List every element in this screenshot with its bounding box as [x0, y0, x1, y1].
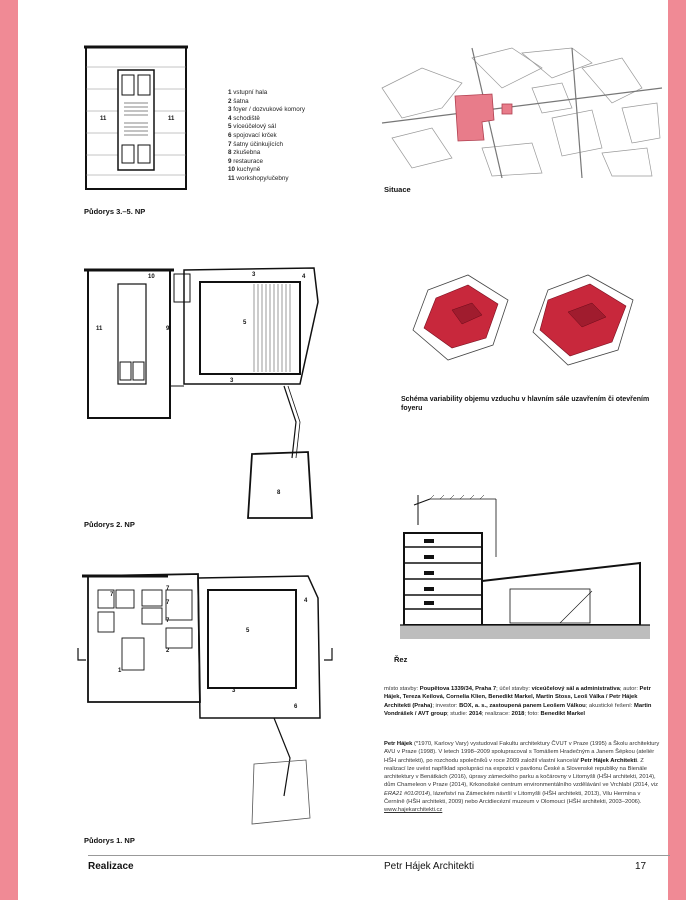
- legend-item-10: 10 kuchyně: [228, 166, 261, 174]
- plan1-label-1: 1: [118, 668, 122, 674]
- website-link[interactable]: www.hajekarchitekti.cz: [384, 807, 443, 814]
- plan1-label-6: 6: [294, 704, 298, 710]
- caption-plan-2: Půdorys 2. NP: [84, 520, 135, 529]
- caption-rez: Řez: [394, 655, 408, 664]
- plan1-label-4: 4: [304, 598, 308, 604]
- plan2-label-4: 4: [302, 274, 306, 280]
- volume-open: [533, 275, 633, 365]
- page: [18, 0, 668, 900]
- plan1-label-7d: 7: [166, 618, 170, 624]
- legend-item-6: 6 spojovací krček: [228, 131, 277, 139]
- footer-author: Petr Hájek Architekti: [384, 861, 475, 872]
- legend-item-4: 4 schodiště: [228, 114, 260, 122]
- legend-item-8: 8 zkušebna: [228, 149, 261, 157]
- schema-caption: Schéma variability objemu vzduchu v hlavním sále uzavřením či otevřením foyeru: [401, 396, 650, 412]
- site-map: [382, 48, 662, 178]
- volume-schema: [398, 270, 658, 380]
- caption-plan-3-5: Půdorys 3.–5. NP: [84, 207, 146, 216]
- legend-item-2: 2 šatna: [228, 97, 249, 105]
- plan1-label-7c: 7: [166, 600, 170, 606]
- plan2-label-3b: 3: [230, 378, 234, 384]
- section-drawing: [400, 485, 650, 650]
- page-number: 17: [635, 861, 647, 872]
- plan-label-11b: 11: [168, 116, 175, 122]
- site-highlight: [455, 94, 512, 141]
- legend-item-11: 11 workshopy/učebny: [228, 174, 289, 182]
- room-legend: [228, 89, 305, 184]
- legend-item-3: 3 foyer / dozvukové komory: [228, 106, 306, 114]
- legend-item-9: 9 restaurace: [228, 157, 264, 165]
- plan1-label-3: 3: [232, 688, 236, 694]
- plan2-label-5: 5: [243, 320, 247, 326]
- plan2-label-9: 9: [166, 326, 170, 332]
- project-info: místo stavby: Poupětova 1339/34, Praha 7; účel stavby: víceúčelový sál a administrativa; autor: Petr Hájek, Tereza Keilová, Cornelia Klien, Benedikt Markel, Martin Stoss, Leoš Válka / Petr Hájek Architekti (Praha); investor: BOX, a. s., zastoupená panem Leošem Válkou; akustické řešení: Martin Vondrášek / AVT group; studie: 2014; realizace: 2018; foto: Benedikt Markel: [384, 686, 652, 717]
- plan2-label-3a: 3: [252, 272, 256, 278]
- plan2-label-11: 11: [96, 326, 103, 332]
- plan1-label-5: 5: [246, 628, 250, 634]
- volume-closed: [413, 275, 508, 360]
- footer-rule: [88, 855, 670, 856]
- footer-section: Realizace: [88, 861, 134, 872]
- plan1-label-7a: 7: [110, 592, 114, 598]
- plan1-label-7b: 7: [166, 586, 170, 592]
- legend-item-7: 7 šatny účinkujících: [228, 140, 283, 148]
- floor-plan-2: [84, 262, 344, 522]
- plan-label-11a: 11: [100, 116, 107, 122]
- floor-plan-1: [58, 568, 328, 833]
- legend-item-1: 1 vstupní hala: [228, 89, 268, 96]
- caption-situace: Situace: [384, 185, 411, 194]
- floor-plan-3-5: [84, 45, 204, 195]
- caption-plan-1: Půdorys 1. NP: [84, 836, 135, 845]
- plan2-label-8: 8: [277, 490, 281, 496]
- legend-item-5: 5 víceúčelový sál: [228, 123, 276, 131]
- plan2-label-10: 10: [148, 274, 155, 280]
- plan1-label-2: 2: [166, 648, 170, 654]
- architect-bio: Petr Hájek (*1970, Karlovy Vary) vystudoval Fakultu architektury ČVUT v Praze (1995) a Školu architektury AVU v Praze (1998). V letech 1998–2009 spolupracoval s Tomášem Hradečným a Janem Šépkou (ateliér HŠH architekti), po rozchodu společníků v roce 2009 založil vlastní kancelář Petr Hájek Architekti. Z realizací lze uvést například spolupráci na expozici v pavilonu České a Slovenské republiky na Bienále architektury v Benátkách (2016), úpravy zámeckého parku a kočárovny v Litomyšli (HŠH architekti, 2014), dům Chameleon v Praze (2014), Krkonošské centrum environmentálního vzdělávání ve Vrchlabí (2014, viz ERA21 #01/2014), lázeňství na Zámeckém návrší v Litomyšli (HŠH architekti, 2013), Vilu Hermína v Černíně (HŠH architekti, 2009) nebo Arcidiecézní muzeum v Olomouci (HŠH architekti, 2003–2006). www.hajekarchitekti.cz: [384, 741, 660, 814]
